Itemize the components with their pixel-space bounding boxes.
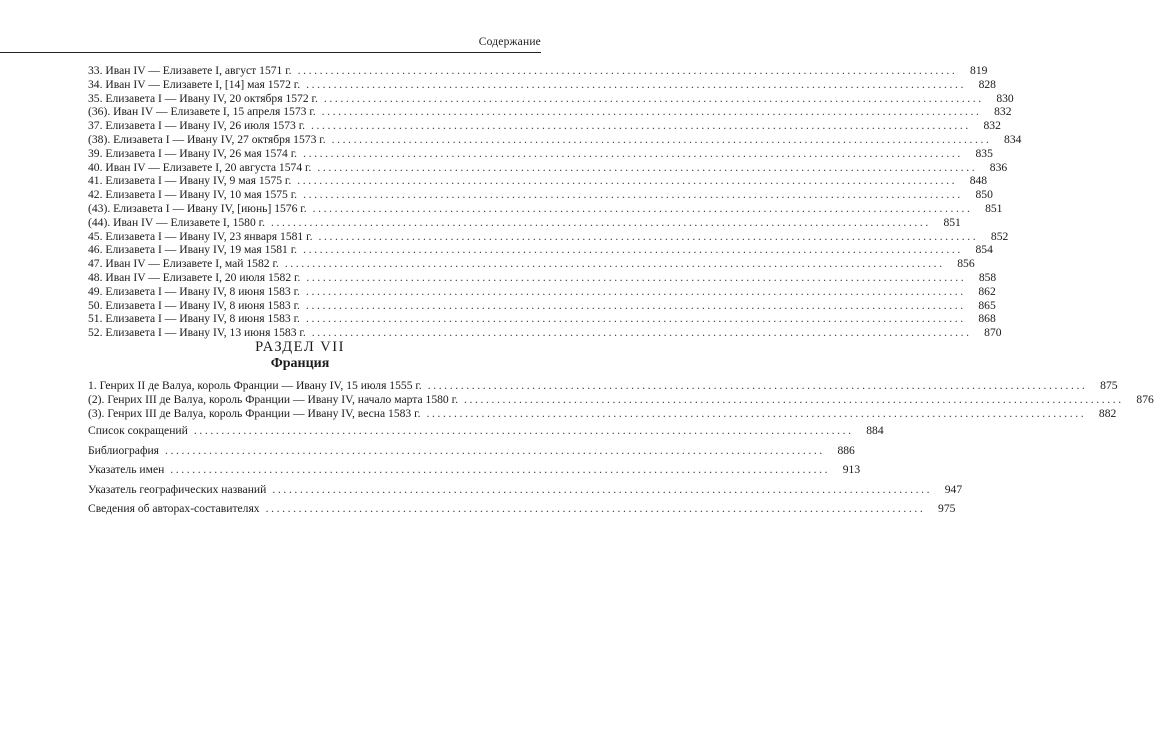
- toc-entry-title: Список сокращений: [88, 424, 188, 437]
- toc-entry-title: 34. Иван IV — Елизавете I, [14] мая 1572 г.: [88, 77, 301, 91]
- section-entries-list: [88, 379, 1154, 420]
- dot-leader: ........................................................................................................................: [426, 406, 1087, 420]
- toc-entry: [88, 243, 993, 257]
- dot-leader: ........................................................................................................................: [170, 463, 831, 476]
- toc-entry-title: 51. Елизавета I — Ивану IV, 8 июня 1583 г.: [88, 312, 300, 326]
- toc-entry-title: (2). Генрих III де Валуа, король Франции — Ивану IV, начало марта 1580 г.: [88, 392, 458, 406]
- toc-entry: [88, 64, 988, 78]
- toc-entry-page-number: 858: [978, 270, 997, 284]
- toc-entry-page-number: 868: [978, 312, 996, 326]
- dot-leader: ........................................................................................................................: [193, 424, 854, 437]
- toc-entry: [88, 284, 996, 299]
- toc-entry-title: 39. Елизавета I — Ивану IV, 26 мая 1574 г.: [88, 146, 298, 160]
- dot-leader: ........................................................................................................................: [321, 105, 982, 119]
- toc-entry-page-number: 862: [978, 284, 996, 298]
- toc-entry: [88, 460, 861, 480]
- toc-entry-title: 35. Елизавета I — Ивану IV, 20 октября 1572 г.: [88, 91, 318, 105]
- toc-entry-title: 42. Елизавета I — Ивану IV, 10 мая 1575 г.: [88, 188, 298, 202]
- toc-entry-page-number: 884: [866, 424, 884, 437]
- dot-leader: ........................................................................................................................: [305, 298, 966, 312]
- dot-leader: ........................................................................................................................: [303, 146, 963, 160]
- toc-entry-title: 49. Елизавета I — Ивану IV, 8 июня 1583 г.: [88, 284, 300, 298]
- dot-leader: ........................................................................................................................: [303, 188, 963, 202]
- toc-entry-page-number: 819: [970, 64, 988, 77]
- dot-leader: ........................................................................................................................: [265, 502, 926, 515]
- dot-leader: ........................................................................................................................: [427, 379, 1088, 392]
- toc-entry: [88, 132, 1022, 147]
- dot-leader: ........................................................................................................................: [318, 229, 979, 243]
- toc-entry-title: (3). Генрих III де Валуа, король Франции — Ивану IV, весна 1583 г.: [88, 406, 421, 420]
- toc-entry: [88, 91, 1014, 106]
- toc-entry-title: Указатель географических названий: [88, 482, 267, 496]
- toc-entry-page-number: 854: [975, 243, 993, 257]
- toc-entry-title: Библиография: [88, 443, 160, 457]
- toc-entry-title: 40. Иван IV — Елизавете I, 20 августа 1574 г.: [88, 160, 312, 174]
- toc-entry: [88, 77, 996, 92]
- toc-entry-title: 47. Иван IV — Елизавете I, май 1582 г.: [88, 257, 279, 271]
- toc-entry-page-number: 832: [994, 105, 1012, 119]
- toc-entry-page-number: 975: [938, 502, 956, 515]
- toc-entry: [88, 379, 1118, 393]
- dot-leader: ........................................................................................................................: [303, 243, 963, 257]
- section-title: Франция: [270, 356, 330, 371]
- toc-entry-page-number: 882: [1098, 406, 1117, 420]
- dot-leader: ........................................................................................................................: [311, 326, 972, 340]
- toc-entry: [88, 160, 1008, 175]
- toc-entry-page-number: 834: [1004, 132, 1022, 146]
- toc-entry-page-number: 870: [984, 326, 1002, 340]
- toc-entry-page-number: 876: [1136, 392, 1154, 406]
- toc-entry: [88, 298, 996, 313]
- toc-entry: [88, 146, 993, 161]
- toc-entry: [88, 392, 1154, 407]
- toc-entry: [88, 406, 1117, 421]
- toc-entry: [88, 326, 1002, 340]
- dot-leader: ........................................................................................................................: [306, 77, 966, 91]
- toc-entry-page-number: 947: [944, 482, 963, 496]
- toc-entry: [88, 215, 961, 230]
- toc-entry: [88, 174, 988, 188]
- toc-entry-page-number: 851: [943, 215, 961, 229]
- dot-leader: ........................................................................................................................: [305, 284, 966, 298]
- toc-entry: [88, 105, 1012, 119]
- back-matter-list: [88, 421, 963, 519]
- toc-entry-page-number: 830: [996, 91, 1014, 105]
- dot-leader: ........................................................................................................................: [306, 270, 967, 284]
- toc-entry-page-number: 856: [957, 257, 975, 271]
- dot-leader: ........................................................................................................................: [463, 392, 1124, 406]
- toc-entry-title: (38). Елизавета I — Ивану IV, 27 октября 1573 г.: [88, 132, 326, 146]
- toc-entry-page-number: 913: [842, 463, 861, 476]
- toc-entry-title: Указатель имен: [88, 463, 165, 476]
- toc-entry-page-number: 865: [978, 298, 996, 312]
- toc-entry-title: (44). Иван IV — Елизавете I, 1580 г.: [88, 215, 266, 229]
- toc-entry-page-number: 828: [978, 77, 996, 91]
- section-label: РАЗДЕЛ VII: [255, 339, 345, 355]
- toc-entry-title: (36). Иван IV — Елизавете I, 15 апреля 1573 г.: [88, 105, 316, 119]
- toc-entry: [88, 421, 884, 441]
- letters-list: [88, 64, 1022, 340]
- toc-entry-title: 48. Иван IV — Елизавете I, 20 июля 1582 г.: [88, 270, 301, 284]
- toc-entry: [88, 257, 975, 271]
- toc-entry-title: 1. Генрих II де Валуа, король Франции — Ивану IV, 15 июля 1555 г.: [88, 379, 422, 392]
- toc-entry-page-number: 875: [1100, 379, 1118, 392]
- toc-entry: [88, 201, 1003, 216]
- toc-entry-page-number: 851: [985, 201, 1003, 215]
- toc-entry-title: 33. Иван IV — Елизавете I, август 1571 г.: [88, 64, 292, 77]
- dot-leader: ........................................................................................................................: [311, 119, 971, 133]
- toc-entry-title: 41. Елизавета I — Ивану IV, 9 мая 1575 г.: [88, 174, 292, 188]
- toc-entry-title: (43). Елизавета I — Ивану IV, [июнь] 1576 г.: [88, 201, 307, 215]
- header-rule: [0, 52, 541, 53]
- toc-entry-title: 52. Елизавета I — Ивану IV, 13 июня 1583 г.: [88, 326, 306, 340]
- toc-entry-page-number: 848: [969, 174, 988, 188]
- toc-entry-page-number: 886: [837, 443, 855, 457]
- toc-entry-title: Сведения об авторах-составителях: [88, 502, 260, 515]
- toc-entry-title: 46. Елизавета I — Ивану IV, 19 мая 1581 г.: [88, 243, 298, 257]
- toc-entry: [88, 312, 996, 326]
- toc-entry: [88, 229, 1009, 244]
- toc-entry-page-number: 835: [975, 146, 993, 160]
- dot-leader: ........................................................................................................................: [317, 160, 978, 174]
- running-head: Содержание: [478, 36, 541, 48]
- dot-leader: ........................................................................................................................: [297, 174, 958, 188]
- toc-entry: [88, 188, 993, 202]
- toc-entry-title: 50. Елизавета I — Ивану IV, 8 июня 1583 г.: [88, 298, 300, 312]
- toc-entry-title: 45. Елизавета I — Ивану IV, 23 января 1581 г.: [88, 229, 313, 243]
- toc-entry-page-number: 852: [990, 229, 1009, 243]
- dot-leader: ........................................................................................................................: [165, 443, 825, 457]
- dot-leader: ........................................................................................................................: [323, 91, 984, 105]
- toc-entry: [88, 119, 1001, 133]
- dot-leader: ........................................................................................................................: [284, 257, 945, 271]
- toc-entry-title: 37. Елизавета I — Ивану IV, 26 июля 1573 г.: [88, 119, 306, 133]
- dot-leader: ........................................................................................................................: [297, 64, 958, 77]
- dot-leader: ........................................................................................................................: [272, 482, 933, 496]
- dot-leader: ........................................................................................................................: [271, 215, 931, 229]
- dot-leader: ........................................................................................................................: [305, 312, 966, 326]
- toc-entry-page-number: 850: [975, 188, 993, 202]
- toc-entry: [88, 441, 855, 461]
- toc-entry-page-number: 836: [989, 160, 1008, 174]
- toc-entry: [88, 480, 963, 500]
- dot-leader: ........................................................................................................................: [331, 132, 992, 146]
- toc-entry-page-number: 832: [983, 119, 1001, 133]
- toc-entry: [88, 270, 997, 285]
- dot-leader: ........................................................................................................................: [312, 201, 973, 215]
- toc-entry: [88, 499, 956, 519]
